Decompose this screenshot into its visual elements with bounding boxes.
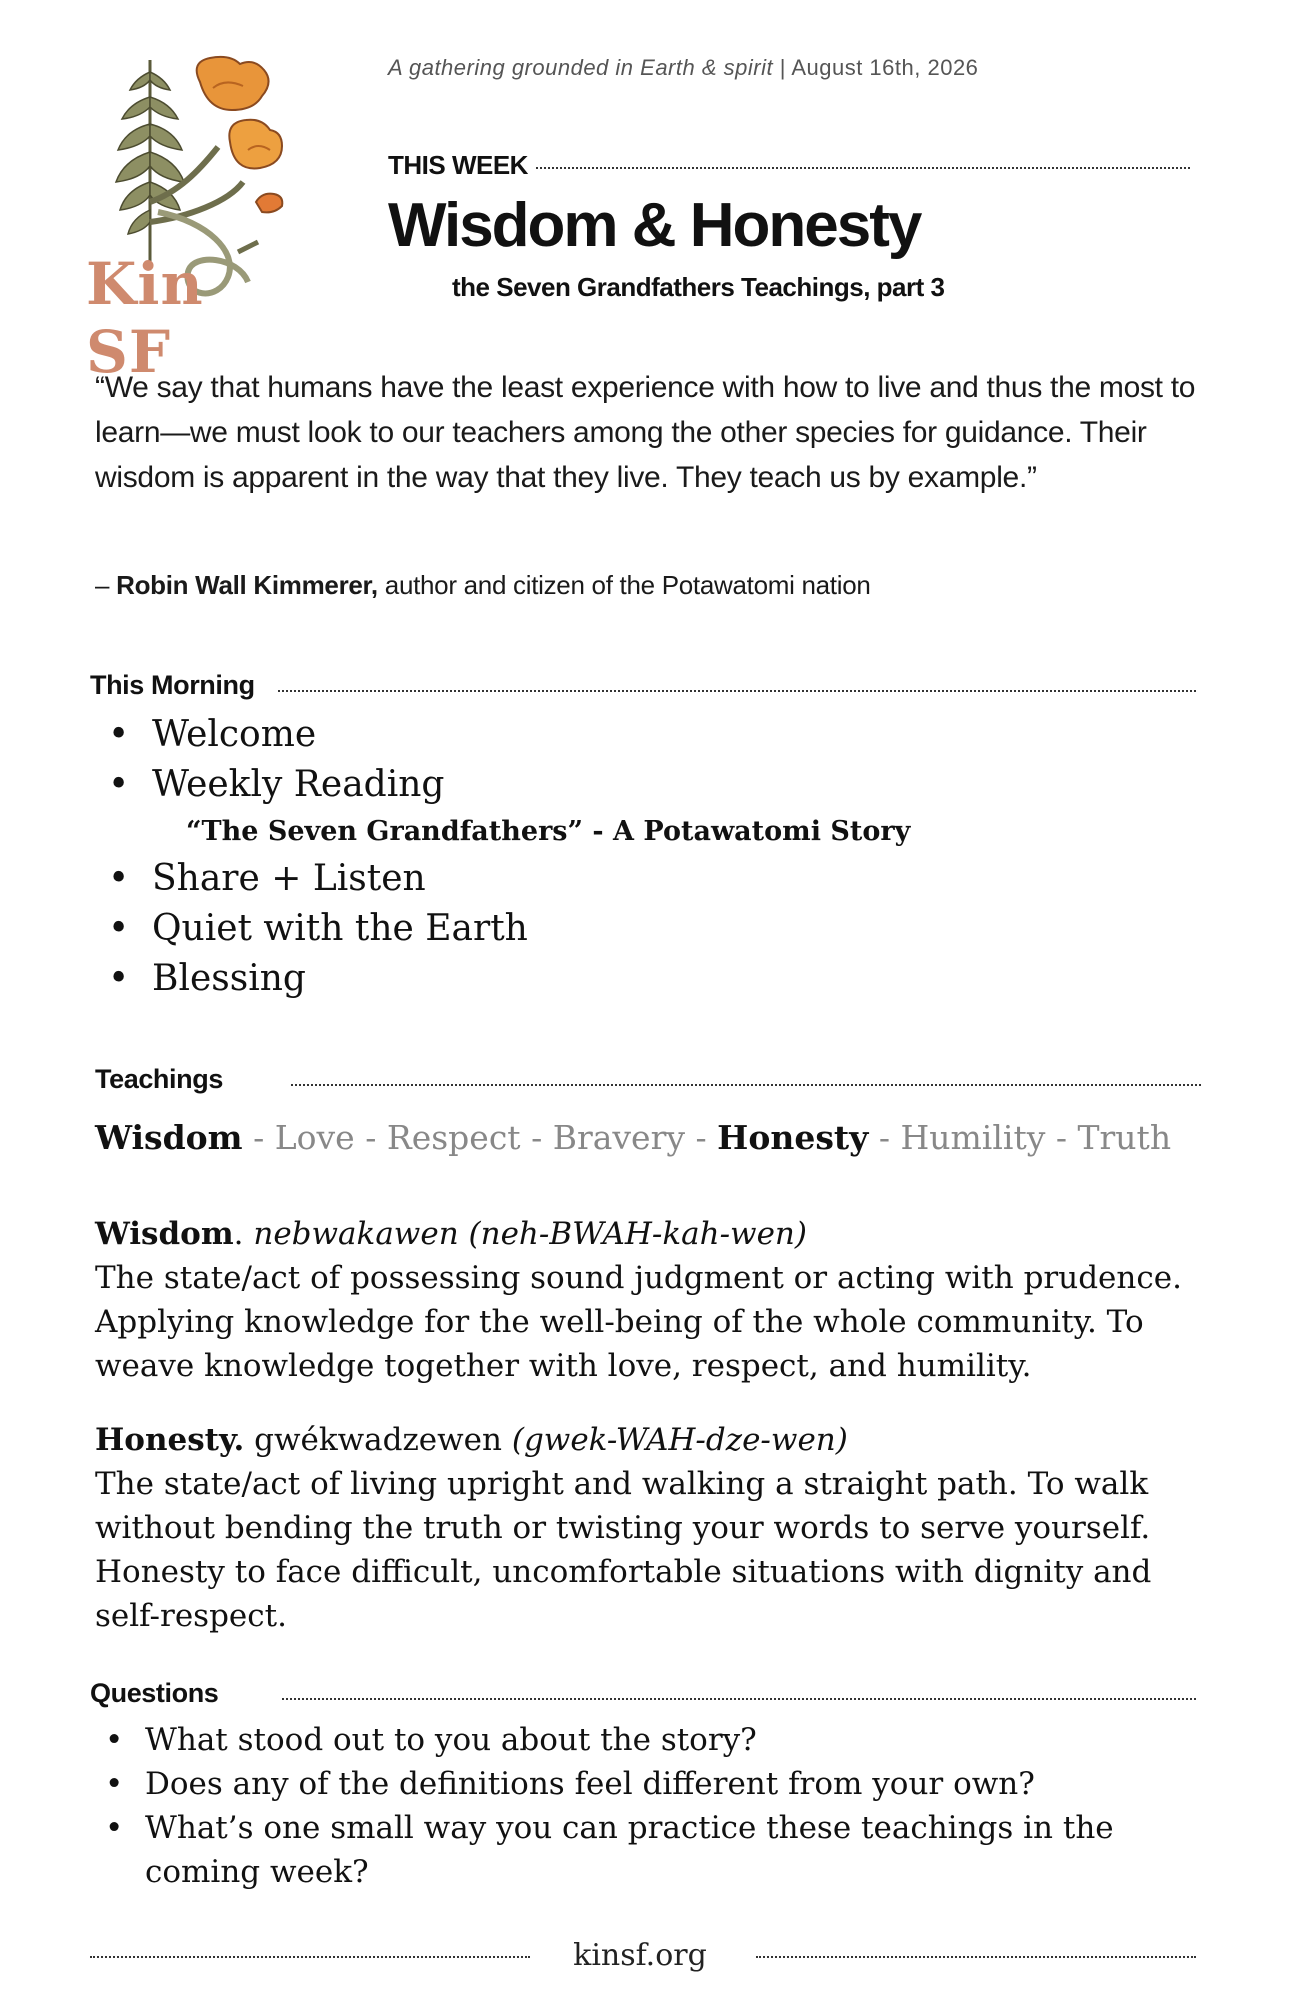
teaching-separator: - — [520, 1118, 553, 1157]
teachings-list — [95, 1118, 1171, 1157]
quote-text: “We say that humans have the least experience with how to live and thus the most to learn—we must look to our teachers among the other species for guidance. Their wisdom is apparent in the way that they live. They teach us by example.” — [95, 371, 1196, 494]
author-description: author and citizen of the Potawatomi nation — [377, 570, 871, 600]
teaching-honesty: Honesty — [717, 1118, 869, 1157]
teaching-separator: - — [1045, 1118, 1078, 1157]
event-date: August 16th, 2026 — [791, 55, 979, 80]
term: Honesty. — [95, 1422, 245, 1458]
brand-wordmark: Kin SF — [86, 250, 204, 386]
agenda-item: • Welcome — [100, 710, 1200, 760]
kin-sf-logo — [86, 52, 308, 386]
page-title: Wisdom & Honesty — [388, 191, 921, 260]
quote-author: Robin Wall Kimmerer, — [116, 570, 378, 600]
footer-divider-right — [756, 1956, 1196, 1958]
tagline-separator: | — [779, 55, 786, 80]
agenda-item: • Blessing — [100, 954, 1200, 1004]
section-questions — [90, 1678, 1196, 1712]
teaching-humility: Humility — [900, 1118, 1046, 1157]
definition-text: The state/act of living upright and walking a straight path. To walk without bending the truth or twisting your words to serve yourself. Honesty to face difficult, uncomfortable situations with dignity and self-respect. — [95, 1466, 1152, 1634]
questions-list — [95, 1718, 1205, 1894]
section-teachings — [95, 1064, 1201, 1098]
tagline — [388, 55, 978, 81]
question-item: • What’s one small way you can practice these teachings in the coming week? — [95, 1806, 1205, 1894]
footer-divider-left — [90, 1956, 530, 1958]
tagline-text: A gathering grounded in Earth & spirit — [388, 55, 774, 80]
agenda-item-label: Weekly Reading — [152, 764, 445, 805]
term-punct: . — [233, 1216, 244, 1252]
definition-heading — [95, 1212, 1205, 1256]
attribution-dash: – — [95, 570, 117, 600]
agenda-item: • Quiet with the Earth — [100, 904, 1200, 954]
teaching-love: Love — [274, 1118, 355, 1157]
section-label: This Morning — [90, 670, 277, 700]
agenda-sub-item — [100, 810, 1200, 854]
section-this-morning — [90, 670, 1196, 704]
agenda-item: • Share + Listen — [100, 854, 1200, 904]
agenda-item — [100, 760, 1200, 810]
reading-title: “The Seven Grandfathers” - A Potawatomi Story — [186, 816, 911, 847]
term: Wisdom — [95, 1216, 234, 1252]
footer-url[interactable]: kinsf.org — [573, 1938, 707, 1973]
teaching-bravery: Bravery — [552, 1118, 686, 1157]
native-term: gwékwadzewen — [244, 1422, 502, 1458]
definition-text: The state/act of possessing sound judgment or acting with prudence. Applying knowledge for the well-being of the whole community. To weave knowledge together with love, respect, and humility. — [95, 1260, 1182, 1384]
section-label: Questions — [90, 1678, 280, 1708]
question-item: • What stood out to you about the story? — [95, 1718, 1205, 1762]
page-subtitle: the Seven Grandfathers Teachings, part 3 — [452, 272, 945, 302]
definition-wisdom — [95, 1212, 1205, 1388]
teaching-separator: - — [354, 1118, 387, 1157]
section-label: Teachings — [95, 1064, 289, 1094]
quote-attribution — [95, 570, 871, 601]
teaching-separator: - — [242, 1118, 275, 1157]
this-week-row — [388, 150, 1190, 186]
teaching-wisdom: Wisdom — [95, 1118, 243, 1157]
teaching-respect: Respect — [386, 1118, 521, 1157]
this-week-label: THIS WEEK — [388, 150, 536, 181]
teaching-truth: Truth — [1077, 1118, 1172, 1157]
definition-heading — [95, 1418, 1205, 1462]
pronunciation: (gwek-WAH-dze-wen) — [502, 1422, 848, 1458]
question-item: • Does any of the definitions feel different from your own? — [95, 1762, 1205, 1806]
teaching-separator: - — [868, 1118, 901, 1157]
native-term: nebwakawen (neh-BWAH-kah-wen) — [243, 1216, 807, 1252]
definition-honesty — [95, 1418, 1205, 1638]
teaching-separator: - — [685, 1118, 718, 1157]
agenda-list — [100, 710, 1200, 1004]
